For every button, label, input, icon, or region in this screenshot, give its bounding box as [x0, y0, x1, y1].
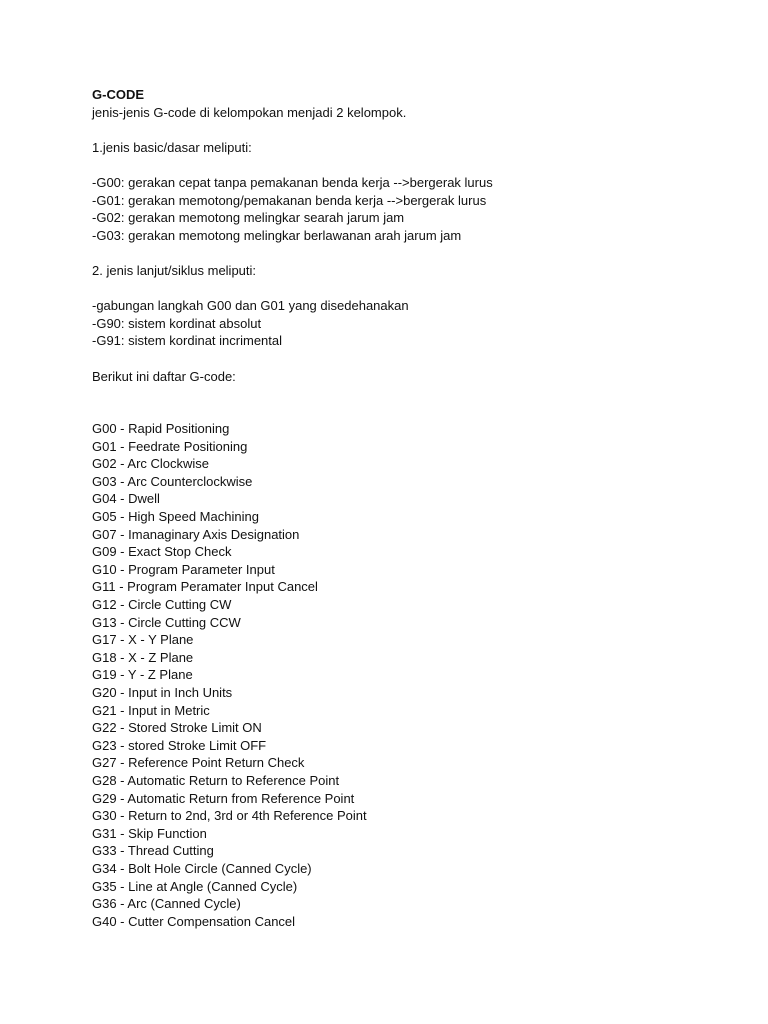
section1-item: -G03: gerakan memotong melingkar berlawanan arah jarum jam — [92, 227, 462, 243]
gcode-list-item: G18 - X - Z Plane — [92, 649, 194, 665]
spacer — [92, 121, 712, 139]
gcode-list-item: G30 - Return to 2nd, 3rd or 4th Reference Point — [92, 808, 367, 824]
intro-text: jenis-jenis G-code di kelompokan menjadi 2 kelompok. — [92, 104, 407, 120]
section1-list — [92, 174, 712, 244]
spacer — [92, 244, 712, 262]
gcode-list-item: G40 - Cutter Compensation Cancel — [92, 913, 296, 929]
section2-heading: 2. jenis lanjut/siklus meliputi: — [92, 262, 257, 278]
gcode-list-item: G31 - Skip Function — [92, 825, 207, 841]
gcode-list-heading: Berikut ini daftar G-code: — [92, 368, 236, 384]
section1-item: -G02: gerakan memotong melingkar searah jarum jam — [92, 210, 405, 226]
gcode-list-item: G11 - Program Peramater Input Cancel — [92, 579, 318, 595]
gcode-list-item: G22 - Stored Stroke Limit ON — [92, 720, 262, 736]
gcode-list-item: G04 - Dwell — [92, 491, 160, 507]
gcode-list-item: G12 - Circle Cutting CW — [92, 597, 232, 613]
section1-item: -G00: gerakan cepat tanpa pemakanan benda kerja -->bergerak lurus — [92, 174, 493, 190]
section1-item: -G01: gerakan memotong/pemakanan benda kerja -->bergerak lurus — [92, 192, 487, 208]
gcode-list-item: G00 - Rapid Positioning — [92, 421, 230, 437]
gcode-list-item: G17 - X - Y Plane — [92, 632, 194, 648]
gcode-list-item: G01 - Feedrate Positioning — [92, 438, 248, 454]
section2-item: -gabungan langkah G00 dan G01 yang disedehanakan — [92, 298, 409, 314]
document-body — [92, 86, 712, 930]
gcode-list-item: G29 - Automatic Return from Reference Point — [92, 790, 355, 806]
spacer — [92, 156, 712, 174]
gcode-list-item: G09 - Exact Stop Check — [92, 544, 232, 560]
gcode-list-item: G36 - Arc (Canned Cycle) — [92, 896, 241, 912]
section2-item: -G91: sistem kordinat incrimental — [92, 333, 283, 349]
gcode-list-item: G10 - Program Parameter Input — [92, 561, 275, 577]
gcode-list-item: G03 - Arc Counterclockwise — [92, 473, 253, 489]
spacer — [92, 280, 712, 298]
section2-item: -G90: sistem kordinat absolut — [92, 315, 262, 331]
gcode-list — [92, 420, 712, 930]
gcode-list-item: G07 - Imanaginary Axis Designation — [92, 526, 300, 542]
gcode-list-item: G23 - stored Stroke Limit OFF — [92, 737, 267, 753]
gcode-list-item: G21 - Input in Metric — [92, 702, 210, 718]
spacer — [92, 350, 712, 368]
gcode-list-item: G33 - Thread Cutting — [92, 843, 214, 859]
document-title: G-CODE — [92, 87, 144, 102]
gcode-list-item: G28 - Automatic Return to Reference Point — [92, 772, 340, 788]
gcode-list-item: G27 - Reference Point Return Check — [92, 755, 305, 771]
gcode-list-item: G19 - Y - Z Plane — [92, 667, 193, 683]
section1-heading: 1.jenis basic/dasar meliputi: — [92, 139, 252, 155]
gcode-list-item: G20 - Input in Inch Units — [92, 685, 233, 700]
gcode-list-item: G02 - Arc Clockwise — [92, 456, 210, 472]
spacer — [92, 385, 712, 420]
section2-list — [92, 297, 712, 350]
gcode-list-item: G35 - Line at Angle (Canned Cycle) — [92, 878, 298, 894]
gcode-list-item: G05 - High Speed Machining — [92, 509, 259, 525]
gcode-list-item: G34 - Bolt Hole Circle (Canned Cycle) — [92, 860, 312, 876]
gcode-list-item: G13 - Circle Cutting CCW — [92, 614, 241, 630]
